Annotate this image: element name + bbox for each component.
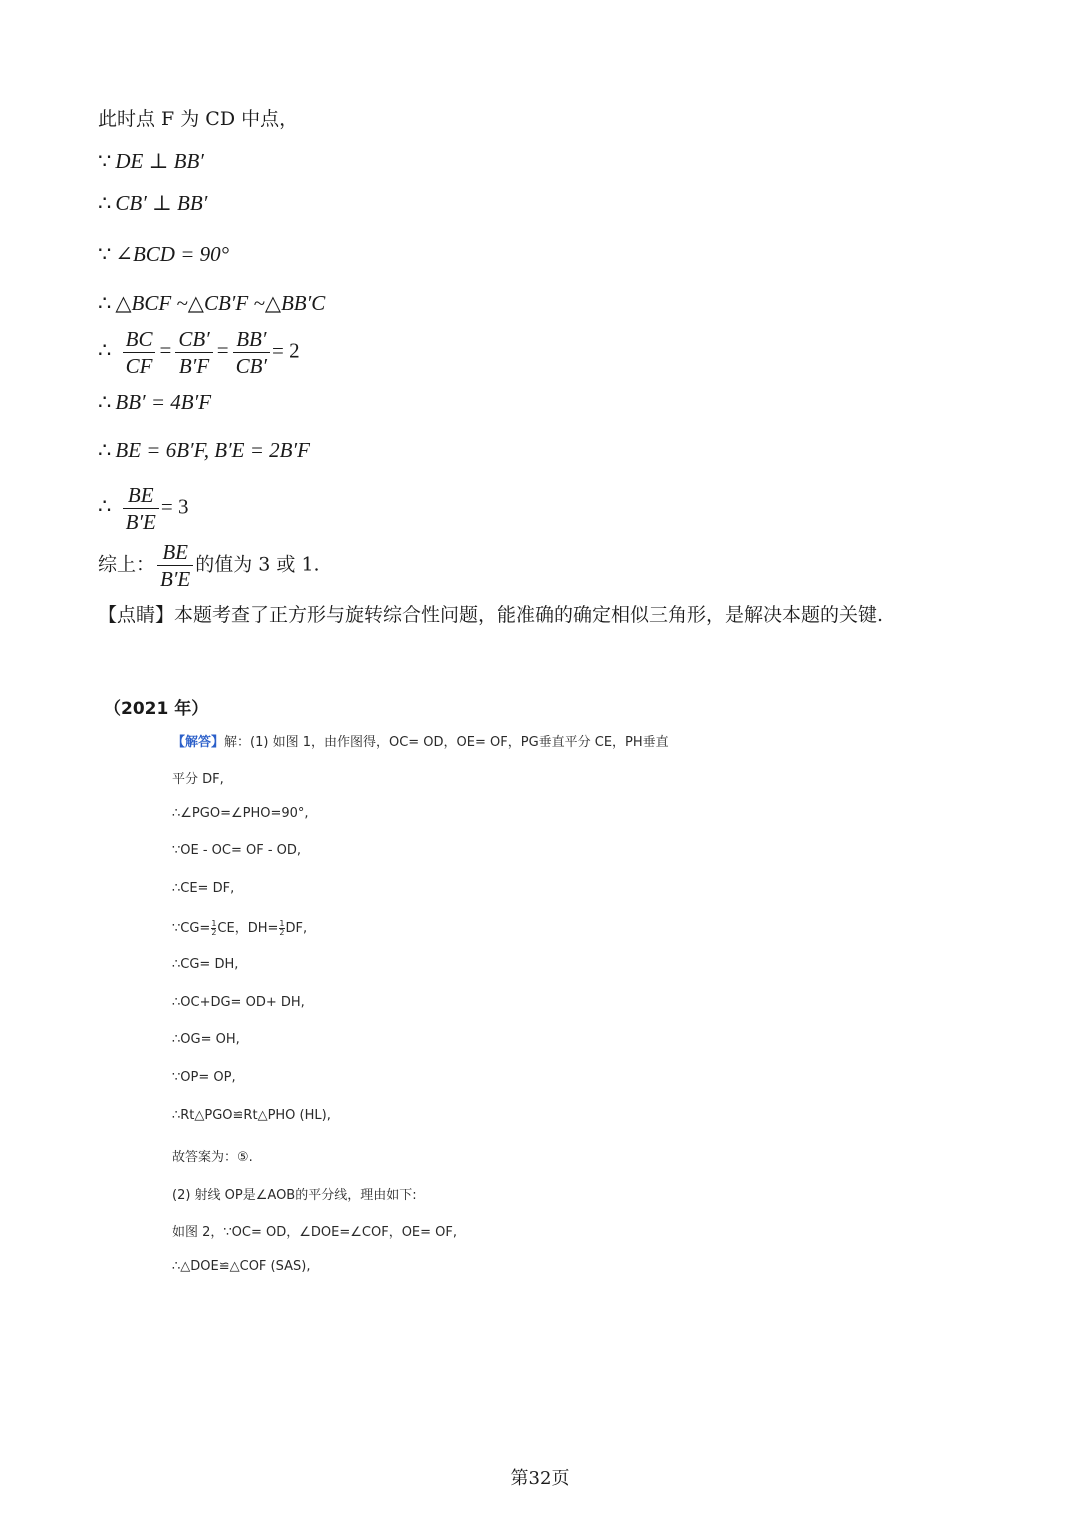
equation-tail: = 2 <box>272 338 300 363</box>
numerator: BE <box>162 540 188 564</box>
solution-text: ∵CG= <box>172 921 211 936</box>
solution-line: 平分 DF, <box>172 772 224 787</box>
half-fraction <box>211 920 216 937</box>
math-expression: DE ⊥ BB′ <box>115 149 204 173</box>
math-line-fraction <box>98 482 188 535</box>
solution-text: DF, <box>285 921 308 936</box>
numerator: BB′ <box>236 327 267 351</box>
denominator: 2 <box>211 928 217 937</box>
math-expression: CB′ ⊥ BB′ <box>115 191 208 215</box>
math-expression: BE = 6B′F, B′E = 2B′F <box>115 438 310 462</box>
fraction <box>175 326 212 379</box>
summary-prefix: 综上： <box>98 553 156 576</box>
commentary-line: 【点睛】本题考查了正方形与旋转综合性问题，能准确的确定相似三角形，是解决本题的关键. <box>98 604 884 626</box>
solution-line: ∴Rt△PGO≌Rt△PHO (HL), <box>172 1108 331 1123</box>
solution-text: 解：(1) 如图 1，由作图得，OC= OD，OE= OF，PG垂直平分 CE，PH垂直 <box>224 735 669 750</box>
answer-tag: 【解答】 <box>172 735 225 750</box>
therefore-symbol: ∴ <box>98 438 112 462</box>
fraction <box>123 326 156 379</box>
solution-text: CE，DH= <box>217 921 279 936</box>
math-expression: △BCF ~△CB′F ~△BB′C <box>115 291 326 315</box>
math-expression: ∠BCD = 90° <box>115 242 230 266</box>
numerator: BE <box>127 483 154 507</box>
therefore-symbol: ∴ <box>98 390 112 414</box>
solution-line: ∵OE - OC= OF - OD, <box>172 843 302 858</box>
numerator: 1 <box>211 919 217 928</box>
therefore-symbol: ∴ <box>98 191 112 215</box>
solution-line: (2) 射线 OP是∠AOB的平分线，理由如下: <box>172 1188 417 1203</box>
math-line <box>98 149 204 173</box>
because-symbol: ∵ <box>98 242 112 266</box>
fraction <box>233 326 270 379</box>
solution-line: 故答案为：⑤. <box>172 1150 253 1165</box>
math-line <box>98 191 207 215</box>
denominator: B′E <box>123 508 159 535</box>
solution-line: 如图 2，∵OC= OD，∠DOE=∠COF，OE= OF, <box>172 1225 458 1240</box>
solution-line: ∴∠PGO=∠PHO=90°, <box>172 806 309 821</box>
denominator: 2 <box>279 928 285 937</box>
half-fraction <box>279 920 284 937</box>
summary-suffix: 的值为 3 或 1. <box>195 553 320 576</box>
numerator: CB′ <box>178 327 210 351</box>
denominator: B′E <box>157 565 193 592</box>
numerator: 1 <box>279 919 285 928</box>
page-number: 第32页 <box>510 1468 570 1489</box>
denominator: CB′ <box>233 352 270 379</box>
math-line <box>98 242 229 266</box>
text-line: 此时点 F 为 CD 中点， <box>98 108 299 130</box>
math-line <box>98 390 211 414</box>
year-heading: （2021 年） <box>104 699 209 719</box>
therefore-symbol: ∴ <box>98 338 112 363</box>
solution-line: ∵OP= OP, <box>172 1070 236 1085</box>
math-line-fractions: ∴ $\frac{BC}{CF}$ = $\frac{CB'}{B'F}$ = $\frac{BB'}{CB'}$ = 2 <box>98 327 300 378</box>
denominator: B′F <box>175 352 212 379</box>
summary-line <box>98 539 320 592</box>
therefore-symbol: ∴ <box>98 291 112 315</box>
numerator: BC <box>125 327 153 351</box>
because-symbol: ∵ <box>98 149 112 173</box>
solution-line: ∴CG= DH, <box>172 957 239 972</box>
solution-line <box>172 731 669 750</box>
equation-tail: = 3 <box>160 494 189 519</box>
therefore-symbol: ∴ <box>98 494 112 519</box>
solution-line: ∴△DOE≌△COF (SAS), <box>172 1259 311 1274</box>
math-line <box>98 291 325 315</box>
fraction <box>157 539 193 592</box>
math-expression: BB′ = 4B′F <box>115 390 212 414</box>
math-line <box>98 438 310 462</box>
solution-line <box>172 917 307 937</box>
solution-line: ∴OG= OH, <box>172 1032 240 1047</box>
solution-line: ∴CE= DF, <box>172 881 235 896</box>
solution-line: ∴OC+DG= OD+ DH, <box>172 995 305 1010</box>
fraction <box>123 482 159 535</box>
denominator: CF <box>123 352 156 379</box>
